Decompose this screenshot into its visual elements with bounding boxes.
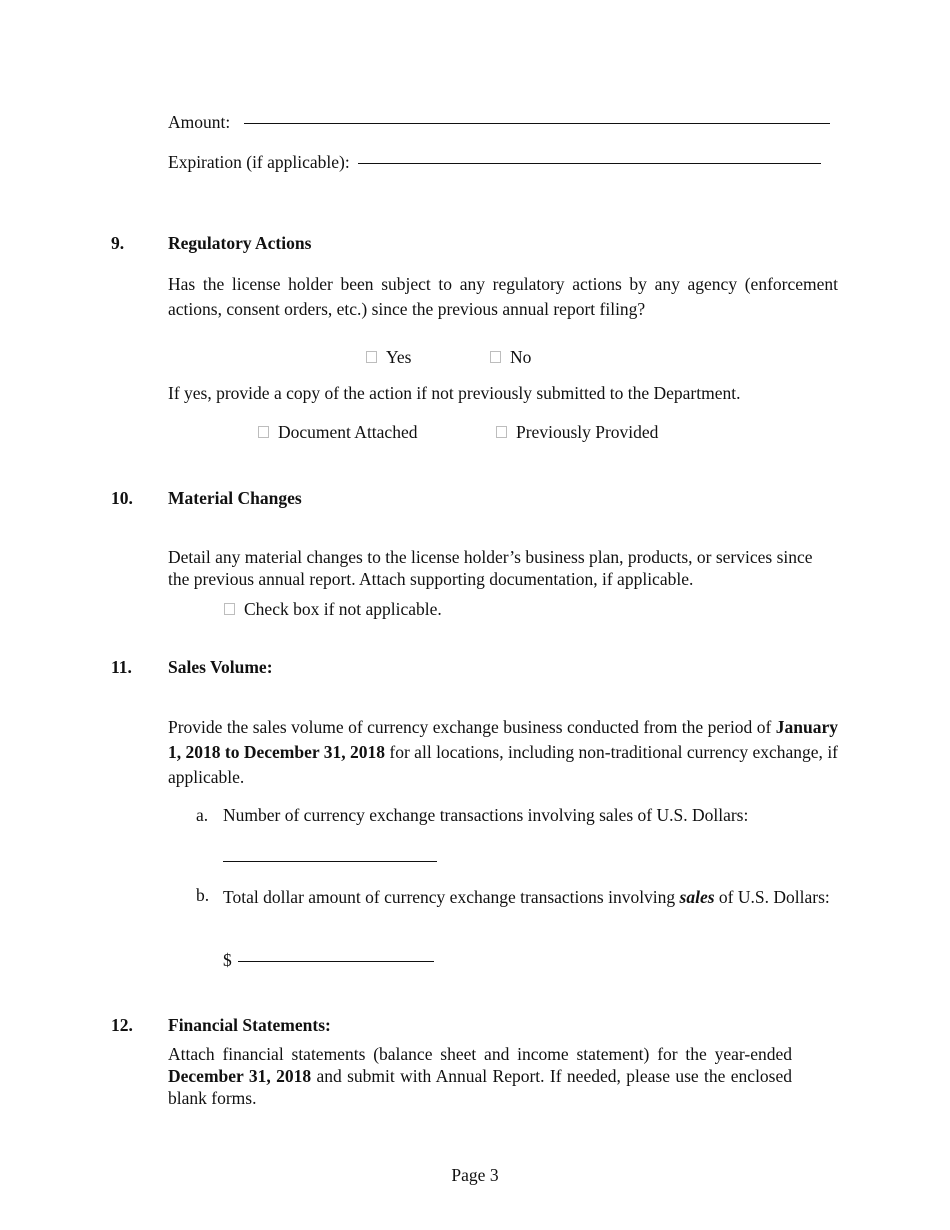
item-a-answer-field[interactable] — [223, 860, 437, 862]
intro-period: January 1, 2018 to December 31, 2018 — [168, 717, 838, 762]
item-b-text-2: of U.S. Dollars: — [718, 887, 830, 907]
section-12-text — [168, 1043, 792, 1109]
not-applicable-option[interactable] — [224, 599, 442, 620]
yes-option[interactable] — [366, 347, 411, 368]
expiration-field[interactable] — [358, 162, 821, 164]
amount-label: Amount: — [168, 112, 231, 132]
dollar-sign: $ — [223, 950, 232, 970]
no-label: No — [510, 347, 532, 367]
section-11-intro — [168, 715, 838, 790]
amount-field[interactable] — [244, 122, 830, 124]
not-applicable-label: Check box if not applicable. — [244, 599, 442, 619]
page-number: Page 3 — [451, 1165, 499, 1185]
item-b-emphasis: sales — [679, 887, 715, 907]
s12-date: December 31, 2018 — [168, 1066, 312, 1086]
item-a-answer-row — [223, 850, 437, 871]
section-11-number: 11. — [111, 657, 132, 677]
section-12-title: Financial Statements: — [168, 1015, 331, 1035]
previously-provided-option[interactable] — [496, 422, 658, 443]
section-9-followup: If yes, provide a copy of the action if not previously submitted to the Department. — [168, 383, 741, 403]
no-option[interactable] — [490, 347, 531, 368]
section-12-number: 12. — [111, 1015, 133, 1035]
intro-text-1: Provide the sales volume of currency exchange business conducted from the period of — [168, 717, 772, 737]
item-b-marker: b. — [196, 885, 210, 905]
previously-provided-label: Previously Provided — [516, 422, 659, 442]
not-applicable-checkbox[interactable] — [224, 603, 235, 615]
expiration-row — [168, 152, 838, 173]
item-b-answer-field[interactable] — [238, 960, 434, 962]
section-11-title: Sales Volume: — [168, 657, 273, 677]
previously-provided-checkbox[interactable] — [496, 426, 507, 438]
s12-text-1: Attach financial statements (balance sheet and income statement) for the year-ended — [168, 1044, 792, 1064]
document-attached-checkbox[interactable] — [258, 426, 269, 438]
amount-row — [168, 112, 838, 133]
section-9-number: 9. — [111, 233, 125, 253]
section-10-text: Detail any material changes to the license holder’s business plan, products, or services since the previous annual report. Attach supporting documentation, if applicable. — [168, 547, 813, 589]
document-attached-option[interactable] — [258, 422, 417, 443]
item-b-answer-row — [223, 950, 434, 971]
item-b-text — [223, 885, 838, 910]
item-a-text: Number of currency exchange transactions involving sales of U.S. Dollars: — [223, 805, 749, 825]
item-a-marker: a. — [196, 805, 209, 825]
intro-text-2: for all locations, including non-traditional currency exchange, if applicable. — [168, 742, 839, 787]
no-checkbox[interactable] — [490, 351, 501, 363]
document-attached-label: Document Attached — [278, 422, 418, 442]
item-b-text-1: Total dollar amount of currency exchange transactions involving — [223, 887, 676, 907]
yes-checkbox[interactable] — [366, 351, 377, 363]
section-9-title: Regulatory Actions — [168, 233, 312, 253]
yes-label: Yes — [386, 347, 412, 367]
section-10-title: Material Changes — [168, 488, 302, 508]
section-10-number: 10. — [111, 488, 133, 508]
section-9-question: Has the license holder been subject to any regulatory actions by any agency (enforcement actions, consent orders, etc.) since the previous annual report filing? — [168, 274, 838, 319]
expiration-label: Expiration (if applicable): — [168, 152, 350, 172]
s12-text-2: and submit with Annual Report. If needed, please use the enclosed blank forms. — [168, 1066, 793, 1108]
